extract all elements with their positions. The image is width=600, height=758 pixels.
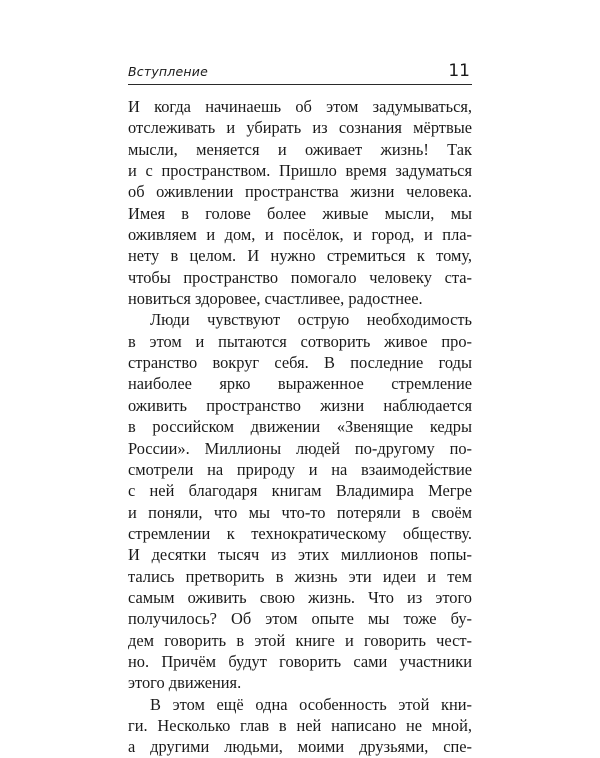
running-head: Вступление <box>128 64 208 79</box>
text-line: стремлении к технократическому обществу. <box>128 523 472 543</box>
text-line: странство вокруг себя. В последние годы <box>128 353 472 373</box>
text-line: тались претворить в жизнь эти идеи и тем <box>128 566 472 586</box>
text-line: но. Причём будут говорить сами участники <box>128 651 472 671</box>
text-line: В этом ещё одна особенность этой кни- <box>150 694 472 714</box>
text-line: новиться здоровее, счастливее, радостнее. <box>128 289 423 309</box>
text-line: этого движения. <box>128 673 242 693</box>
page-header <box>128 56 472 85</box>
text-line: чтобы пространство помогало человеку ста- <box>128 267 472 287</box>
paragraph <box>128 694 472 758</box>
text-line: в этом и пытаются сотворить живое про- <box>128 331 472 351</box>
paragraph <box>128 96 472 309</box>
text-line: Имея в голове более живые мысли, мы <box>128 203 472 223</box>
text-line: ги. Несколько глав в ней написано не мной, <box>128 715 472 735</box>
text-line: И десятки тысяч из этих миллионов попы- <box>128 545 472 565</box>
text-line: И когда начинаешь об этом задумываться, <box>128 97 472 116</box>
text-line: нету в целом. И нужно стремиться к тому, <box>128 246 472 266</box>
paragraph <box>128 309 472 693</box>
text-line: и поняли, что мы что-то потеряли в своём <box>128 502 472 522</box>
text-line: отслеживать и убирать из сознания мёртвые <box>128 118 472 138</box>
text-line: получилось? Об этом опыте мы тоже бу- <box>128 609 472 629</box>
text-line: самым оживить свою жизнь. Что из этого <box>128 587 472 607</box>
page-number: 11 <box>448 61 470 81</box>
text-line: и с пространством. Пришло время задуматься <box>128 161 472 181</box>
text-line: Люди чувствуют острую необходимость <box>150 310 472 330</box>
text-line: об оживлении пространства жизни человека. <box>128 182 472 202</box>
text-line: смотрели на природу и на взаимодействие <box>128 459 472 479</box>
text-line: дем говорить в этой книге и говорить чест- <box>128 630 472 650</box>
body-text <box>128 96 472 758</box>
text-line: наиболее ярко выраженное стремление <box>128 374 472 394</box>
text-line: России». Миллионы людей по-другому по- <box>128 438 472 458</box>
text-line: а другими людьми, моими друзьями, спе- <box>128 737 472 757</box>
text-line: с ней благодаря книгам Владимира Мегре <box>128 481 472 501</box>
text-line: в российском движении «Звенящие кедры <box>128 417 472 437</box>
text-line: оживить пространство жизни наблюдается <box>128 395 472 415</box>
text-line: оживляем и дом, и посёлок, и город, и пла- <box>128 225 472 245</box>
text-line: мысли, меняется и оживает жизнь! Так <box>128 139 472 159</box>
